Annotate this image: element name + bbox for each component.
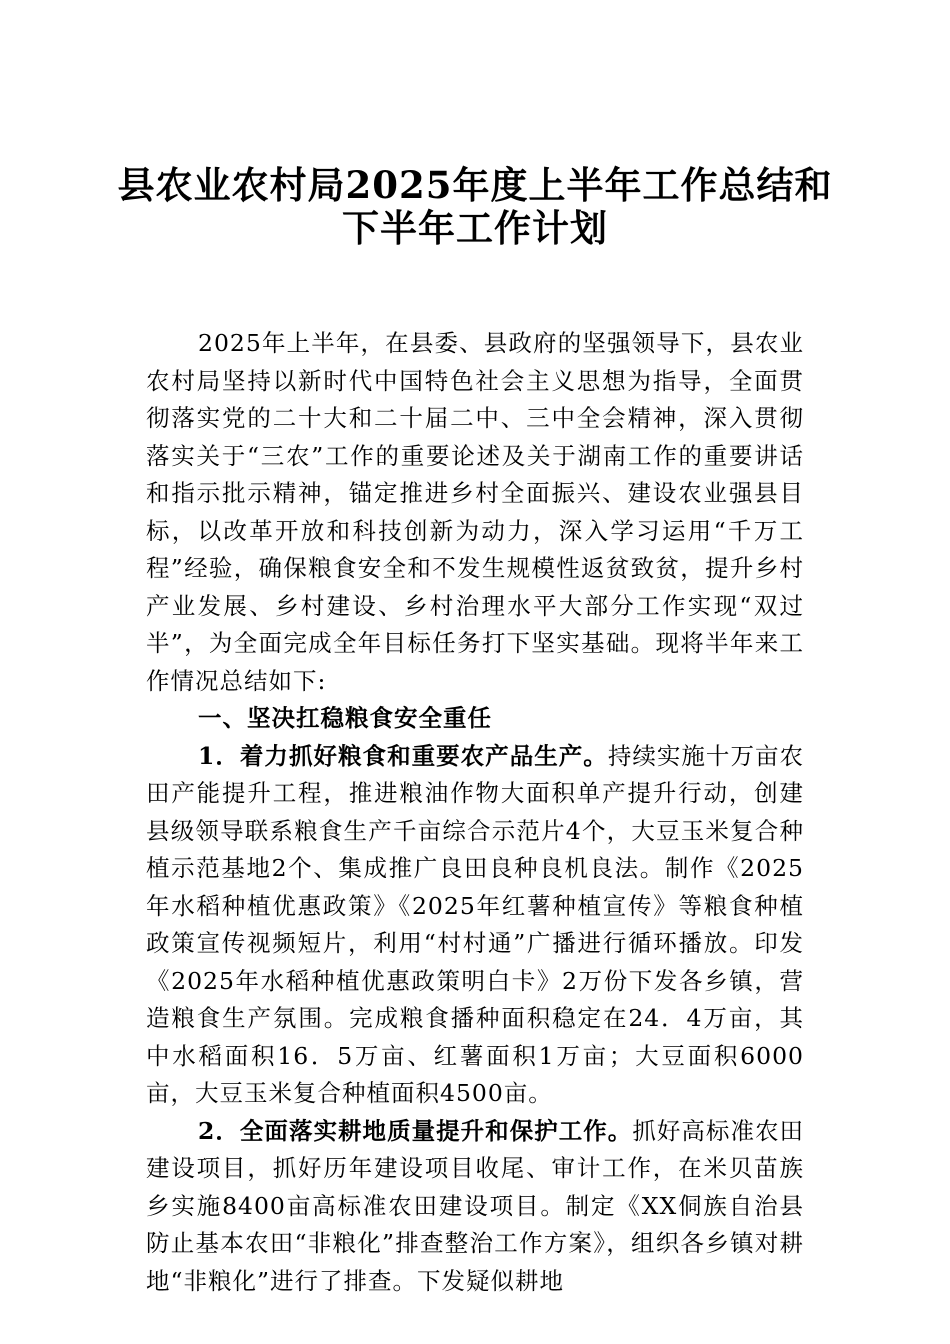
item-1-body: 持续实施十万亩农田产能提升工程，推进粮油作物大面积单产提升行动，创建县级领导联系粮食生产千亩综合示范片4个，大豆玉米复合种植示范基地2个、集成推广良田良种良机良法。制作《2025年水稻种植优惠政策》《2025年红薯种植宣传》等粮食种植政策宣传视频短片，利用“村村通”广播进行循环播放。印发《2025年水稻种植优惠政策明白卡》2万份下发各乡镇，营造粮食生产氛围。完成粮食播种面积稳定在24．4万亩，其中水稻面积16．5万亩、红薯面积1万亩；大豆面积6000亩，大豆玉米复合种植面积4500亩。: [146, 741, 804, 1107]
item-paragraph-2: [146, 1113, 804, 1301]
item-1-lead: 1．着力抓好粮食和重要农产品生产。: [198, 741, 608, 770]
item-2-body: 抓好高标准农田建设项目，抓好历年建设项目收尾、审计工作，在米贝苗族乡实施8400亩高标准农田建设项目。制定《XX侗族自治县防止基本农田“非粮化”排查整治工作方案》，组织各乡镇对耕地“非粮化”进行了排查。下发疑似耕地: [146, 1116, 805, 1295]
document-title-line-1: 县农业农村局2025年度上半年工作总结和: [117, 163, 833, 207]
item-paragraph-1: [146, 738, 804, 1113]
document-body: [146, 325, 804, 1300]
item-2-lead: 2．全面落实耕地质量提升和保护工作。: [198, 1116, 633, 1145]
intro-paragraph: 2025年上半年，在县委、县政府的坚强领导下，县农业农村局坚持以新时代中国特色社会主义思想为指导，全面贯彻落实党的二十大和二十届二中、三中全会精神，深入贯彻落实关于“三农”工作的重要论述及关于湖南工作的重要讲话和指示批示精神，锚定推进乡村全面振兴、建设农业强县目标，以改革开放和科技创新为动力，深入学习运用“千万工程”经验，确保粮食安全和不发生规模性返贫致贫，提升乡村产业发展、乡村建设、乡村治理水平大部分工作实现“双过半”，为全面完成全年目标任务打下坚实基础。现将半年来工作情况总结如下:: [146, 329, 804, 695]
section-heading-1: 一、坚决扛稳粮食安全重任: [198, 704, 492, 732]
document-title-line-2: 下半年工作计划: [342, 206, 608, 250]
